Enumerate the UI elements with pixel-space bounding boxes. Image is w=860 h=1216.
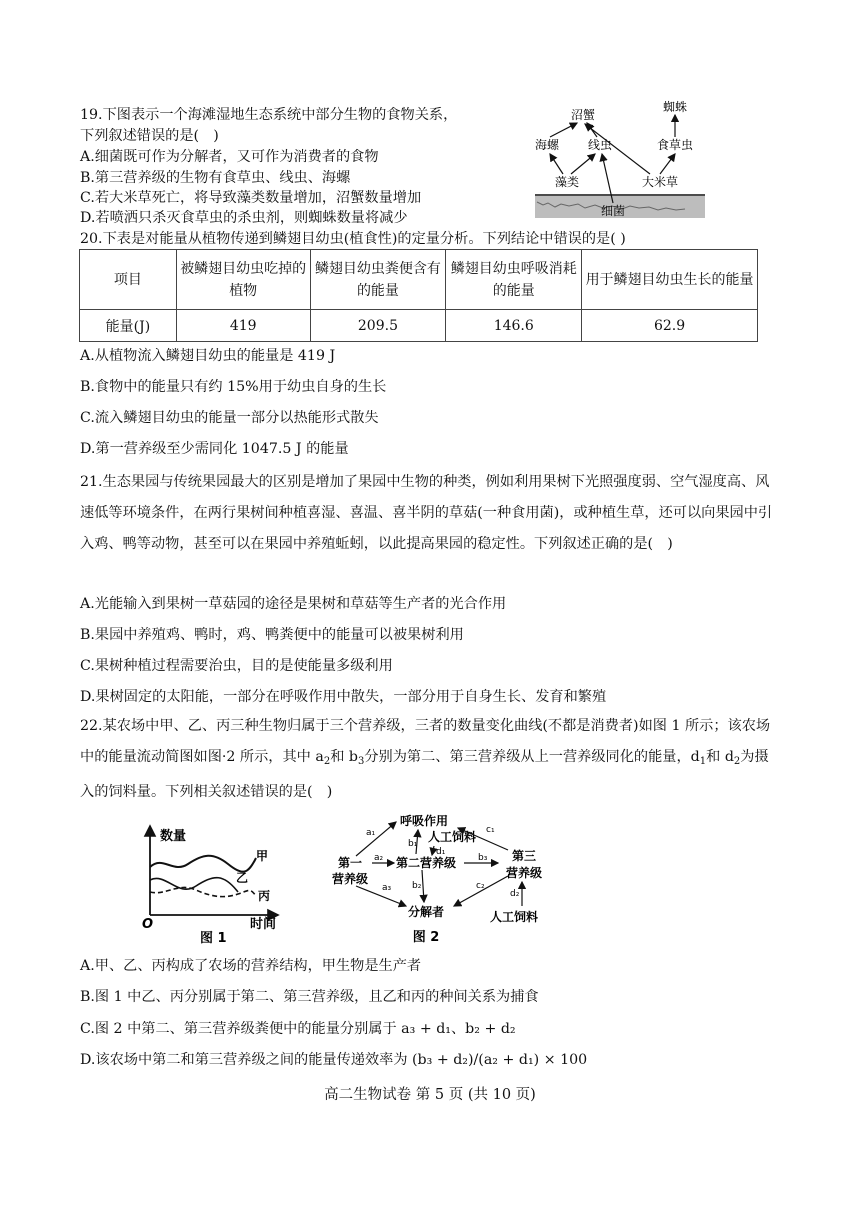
- q22-stem: 22.某农场中甲、乙、丙三种生物归属于三个营养级，三者的数量变化曲线(不都是消费者)如图 1 所示；该农场中的能量流动简图如图·2 所示，其中 $a_2$和 $b_3$分别为第二、第三营养级从上一营养级同化的能量，$d_1$和 $d_2$为摄入的饲料量。下列相关叙述错误的是( ): [80, 718, 771, 800]
- q21-option-a: A.光能输入到果树一草菇园的途径是果树和草菇等生产者的光合作用: [80, 596, 507, 612]
- q21-option-d: D.果树固定的太阳能，一部分在呼吸作用中散失，一部分用于自身生长、发育和繁殖: [80, 689, 607, 705]
- c1-label: c₁: [486, 825, 495, 835]
- level-1-node-b: 营养级: [331, 872, 369, 886]
- c2-label: c₂: [476, 881, 485, 891]
- b3-label: b₃: [478, 853, 488, 863]
- rice-grass-label: 大米草: [641, 175, 679, 189]
- table-header-row: [80, 250, 758, 310]
- b1-label: b₁: [408, 839, 418, 849]
- energy-table: [79, 249, 758, 342]
- a2-label: a₂: [374, 853, 384, 863]
- feed-bottom-node: 人工饲料: [489, 910, 539, 924]
- q22-option-d: D.该农场中第二和第三营养级之间的能量传递效率为 (b₃ + d₂)/(a₂ + d₁) × 100: [80, 1052, 588, 1068]
- q21-option-b: B.果园中养殖鸡、鸭时，鸡、鸭粪便中的能量可以被果树利用: [80, 627, 464, 643]
- x-axis-label: 时间: [250, 917, 277, 932]
- d1-label: d₁: [436, 847, 446, 857]
- q22-stem-part: 和 d: [706, 749, 734, 765]
- spider-label: 蜘蛛: [662, 100, 688, 114]
- food-web-arrows: [550, 115, 675, 203]
- level-3-node-a: 第三: [511, 849, 537, 863]
- figure-1-population-curves: [138, 822, 288, 947]
- crab-label: 沼蟹: [570, 108, 596, 122]
- level-1-node-a: 第一: [337, 856, 363, 870]
- q19-option-d: D.若喷洒只杀灭食草虫的杀虫剂，则蜘蛛数量将减少: [80, 210, 408, 226]
- q19-stem-line2: 下列叙述错误的是( ): [80, 128, 219, 144]
- q22-option-a: A.甲、乙、丙构成了农场的营养结构，甲生物是生产者: [80, 958, 422, 974]
- algae-label: 藻类: [554, 175, 580, 189]
- level-2-node: 第二营养级: [395, 856, 457, 870]
- series-bing-curve: [150, 887, 256, 896]
- figure-1-caption: 图 1: [200, 931, 227, 946]
- table-cell: 能量(J): [80, 310, 177, 342]
- respiration-node: 呼吸作用: [399, 814, 449, 828]
- series-yi-curve: [150, 878, 238, 892]
- q20-stem: 20.下表是对能量从植物传递到鳞翅目幼虫(植食性)的定量分析。下列结论中错误的是( ): [80, 231, 626, 247]
- table-cell: 146.6: [446, 310, 582, 342]
- page-footer: 高二生物试卷 第 5 页 (共 10 页): [324, 1087, 536, 1103]
- q21-option-c: C.果树种植过程需要治虫，目的是使能量多级利用: [80, 658, 393, 674]
- q20-option-a: A.从植物流入鳞翅目幼虫的能量是 419 J: [80, 348, 336, 364]
- snail-label: 海螺: [534, 138, 560, 152]
- table-cell: 209.5: [310, 310, 446, 342]
- table-row: [80, 310, 758, 342]
- table-header-cell: 项目: [80, 250, 177, 310]
- feed-top-node: 人工饲料: [427, 830, 477, 844]
- q22-option-b: B.图 1 中乙、丙分别属于第二、第三营养级，且乙和丙的种间关系为捕食: [80, 989, 539, 1005]
- q22-stem-part: 22.某农场中甲、乙、丙三种生物归属于三个营养级，三者的数量变化曲线(不都是消费者)如图 1 所示；该农场中的能量流动简图如图·2 所示，其中 a: [80, 718, 771, 765]
- q20-option-b: B.食物中的能量只有约 15%用于幼虫自身的生长: [80, 379, 387, 395]
- series-jia-curve: [150, 856, 256, 872]
- y-axis-label: 数量: [160, 829, 187, 844]
- table-header-cell: 用于鳞翅目幼虫生长的能量: [582, 250, 758, 310]
- origin-label: O: [142, 917, 154, 932]
- table-header-cell: 鳞翅目幼虫粪便含有的能量: [310, 250, 446, 310]
- q19-option-a: A.细菌既可作为分解者，又可作为消费者的食物: [80, 149, 379, 165]
- decomposer-node: 分解者: [407, 905, 445, 919]
- table-header-cell: 被鳞翅目幼虫吃掉的植物: [176, 250, 310, 310]
- a1-label: a₁: [366, 828, 376, 838]
- figure-2-energy-flow: [326, 810, 556, 948]
- grass-insect-label: 食草虫: [656, 138, 694, 152]
- nematode-label: 线虫: [587, 138, 613, 152]
- series-jia-label: 甲: [256, 849, 269, 863]
- q20-option-d: D.第一营养级至少需同化 1047.5 J 的能量: [80, 441, 349, 457]
- q20-option-c: C.流入鳞翅目幼虫的能量一部分以热能形式散失: [80, 410, 379, 426]
- bacteria-label: 细菌: [600, 204, 626, 218]
- q19-option-b: B.第三营养级的生物有食草虫、线虫、海螺: [80, 170, 351, 186]
- level-3-node-b: 营养级: [505, 866, 543, 880]
- d2-label: d₂: [510, 889, 520, 899]
- q19-option-c: C.若大米草死亡，将导致藻类数量增加，沼蟹数量增加: [80, 190, 422, 206]
- q22-stem-part: 和 b: [330, 749, 358, 765]
- table-cell: 419: [176, 310, 310, 342]
- b2-label: b₂: [412, 881, 422, 891]
- table-header-cell: 鳞翅目幼虫呼吸消耗的能量: [446, 250, 582, 310]
- table-cell: 62.9: [582, 310, 758, 342]
- food-web-diagram: [525, 98, 715, 224]
- series-yi-label: 乙: [236, 871, 249, 885]
- figure-2-caption: 图 2: [412, 930, 440, 945]
- q19-stem-line1: 19.下图表示一个海滩湿地生态系统中部分生物的食物关系，: [80, 107, 458, 123]
- q22-option-c: C.图 2 中第二、第三营养级粪便中的能量分别属于 a₃ + d₁、b₂ + d₂: [80, 1021, 516, 1037]
- series-bing-label: 丙: [258, 889, 271, 903]
- q22-stem-part: 为摄入的饲料量。下列相关叙述错误的是( ): [80, 749, 769, 800]
- q22-stem-part: 分别为第二、第三营养级从上一营养级同化的能量，d: [364, 749, 700, 765]
- a3-label: a₃: [382, 883, 392, 893]
- q21-stem: 21.生态果园与传统果园最大的区别是增加了果园中生物的种类，例如利用果树下光照强度弱、空气湿度高、风速低等环境条件，在两行果树间种植喜湿、喜温、喜半阴的草菇(一种食用菌)，或种植生草，还可以向果园中引入鸡、鸭等动物，甚至可以在果园中养殖蚯蚓，以此提高果园的稳定性。下列叙述正确的是( ): [80, 474, 773, 552]
